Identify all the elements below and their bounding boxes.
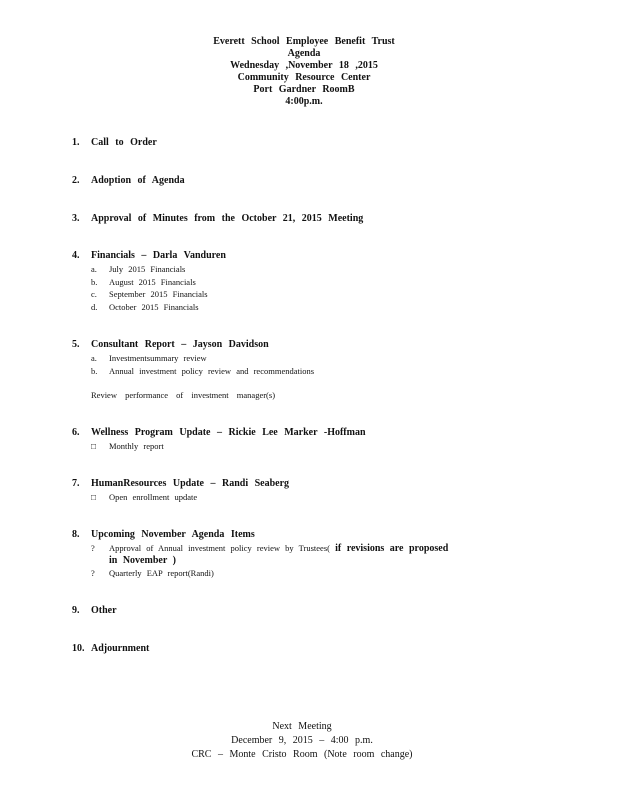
organization-name: Everett School Employee Benefit Trust <box>213 36 395 47</box>
item-title: Adoption of Agenda <box>91 175 185 186</box>
item-number: 7. <box>72 478 80 489</box>
item-title: HumanResources Update – Randi Seaberg <box>91 478 290 489</box>
item-title: Approval of Minutes from the October 21, 2015 Meeting <box>91 213 364 224</box>
item-number: 8. <box>72 529 80 540</box>
sub-item-continuation: in November ) <box>109 555 176 566</box>
item-number: 2. <box>72 175 80 186</box>
item-note: Review performance of investment manager(s) <box>91 390 276 400</box>
next-meeting-label: Next Meeting <box>272 721 332 732</box>
item-title: Consultant Report – Jayson Davidson <box>91 339 269 350</box>
sub-item: ? Approval of Annual investment policy review by Trustees( if revisions are proposed <box>91 543 449 554</box>
agenda-header <box>0 36 608 108</box>
item-number: 5. <box>72 339 80 350</box>
sub-item: a. Investmentsummary review <box>91 353 207 363</box>
item-number: 6. <box>72 427 80 438</box>
item-number: 4. <box>72 250 80 261</box>
item-number: 9. <box>72 605 80 616</box>
sub-item: b. August 2015 Financials <box>91 276 196 287</box>
sub-item: c. September 2015 Financials <box>91 289 208 299</box>
next-meeting-location: CRC – Monte Cristo Room (Note room change) <box>191 749 413 760</box>
meeting-date: Wednesday ,November 18 ,2015 <box>230 60 378 71</box>
bullet-icon: □ <box>91 492 97 502</box>
sub-item: d. October 2015 Financials <box>91 301 199 312</box>
next-meeting-date: December 9, 2015 – 4:00 p.m. <box>231 735 373 746</box>
item-title: Upcoming November Agenda Items <box>91 529 255 540</box>
sub-item: b. Annual investment policy review and recommendations <box>91 365 315 376</box>
item-title: Financials – Darla Vanduren <box>91 250 226 261</box>
next-meeting-footer <box>0 720 604 762</box>
sub-item: ? Quarterly EAP report(Randi) <box>91 568 214 578</box>
item-title: Wellness Program Update – Rickie Lee Marker -Hoffman <box>91 427 366 438</box>
meeting-location: Community Resource Center <box>237 72 371 83</box>
meeting-time: 4:00p.m. <box>285 96 323 107</box>
item-number: 1. <box>72 137 80 148</box>
document-title: Agenda <box>287 48 321 59</box>
sub-item: □ Open enrollment update <box>91 492 198 502</box>
item-number: 3. <box>72 213 80 224</box>
sub-item: a. July 2015 Financials <box>91 264 186 274</box>
sub-item: □ Monthly report <box>91 441 164 451</box>
item-title: Adjournment <box>91 643 150 654</box>
item-title: Call to Order <box>91 137 157 148</box>
meeting-room: Port Gardner RoomB <box>253 84 355 95</box>
item-title: Other <box>91 605 117 616</box>
item-number: 10. <box>72 643 85 654</box>
bullet-icon: □ <box>91 441 97 451</box>
